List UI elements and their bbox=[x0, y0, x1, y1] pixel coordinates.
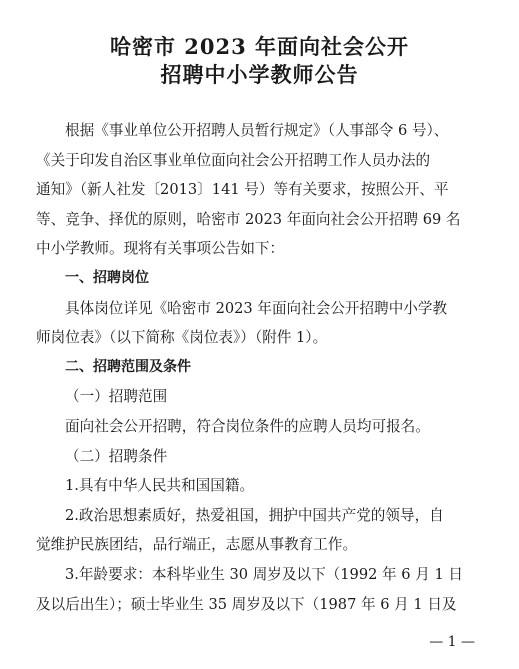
body-line: 及以后出生）；硕士毕业生 35 周岁及以下（1987 年 6 月 1 日及 bbox=[36, 595, 457, 613]
body-line: 通知》（新人社发〔2013〕141 号）等有关要求，按照公开、平 bbox=[36, 181, 449, 199]
subsection-heading-scope: （一）招聘范围 bbox=[65, 388, 168, 406]
page-number: — 1 — bbox=[429, 634, 475, 650]
body-line: 等、竞争、择优的原则，哈密市 2023 年面向社会公开招聘 69 名 bbox=[36, 210, 461, 228]
condition-item: 2.政治思想素质好，热爱祖国，拥护中国共产党的领导，自 bbox=[65, 506, 444, 524]
subsection-heading-conditions: （二）招聘条件 bbox=[65, 447, 168, 465]
body-line: 《关于印发自治区事业单位面向社会公开招聘工作人员办法的 bbox=[36, 151, 431, 169]
document-title-line-2: 招聘中小学教师公告 bbox=[160, 62, 359, 87]
condition-item: 1.具有中华人民共和国国籍。 bbox=[65, 477, 255, 495]
condition-item: 3.年龄要求：本科毕业生 30 周岁及以下（1992 年 6 月 1 日 bbox=[65, 565, 463, 583]
document-title-line-1: 哈密市 2023 年面向社会公开 bbox=[109, 34, 410, 59]
body-line: 师岗位表》（以下简称《岗位表》）（附件 1）。 bbox=[36, 329, 328, 347]
section-heading-positions: 一、招聘岗位 bbox=[65, 269, 149, 286]
section-heading-scope-conditions: 二、招聘范围及条件 bbox=[65, 358, 191, 375]
body-line: 根据《事业单位公开招聘人员暂行规定》（人事部令 6 号）、 bbox=[65, 122, 449, 139]
body-line: 觉维护民族团结，品行端正，志愿从事教育工作。 bbox=[36, 536, 358, 554]
body-line: 中小学教师。现将有关事项公告如下： bbox=[36, 240, 285, 258]
body-line: 面向社会公开招聘，符合岗位条件的应聘人员均可报名。 bbox=[65, 417, 430, 435]
document-body bbox=[36, 116, 492, 619]
body-line: 具体岗位详见《哈密市 2023 年面向社会公开招聘中小学教 bbox=[65, 299, 448, 317]
